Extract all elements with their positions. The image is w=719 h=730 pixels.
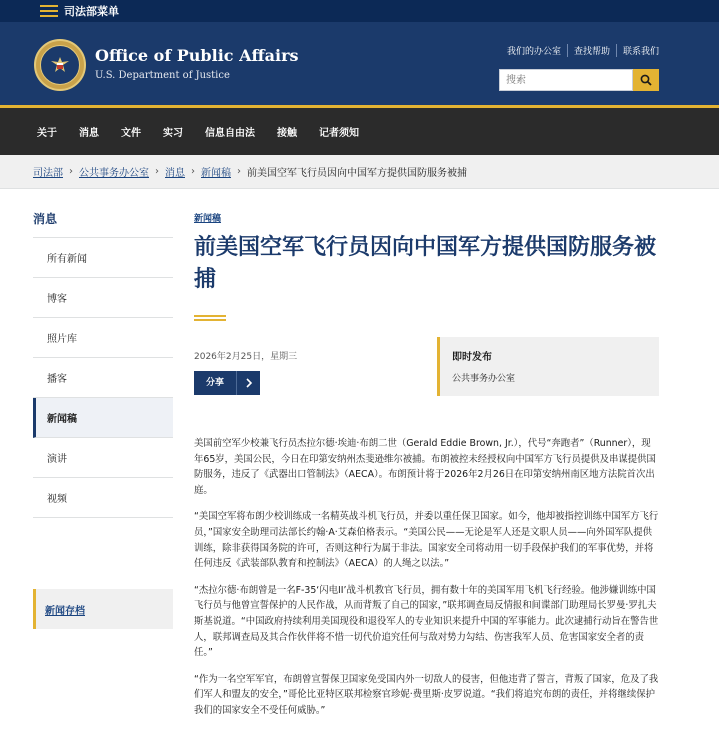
nav-item-press[interactable]: 记者须知 xyxy=(319,128,359,139)
sidebar-item-blog[interactable]: 博客 xyxy=(33,278,173,318)
sidebar-item-photo-gallery[interactable]: 照片库 xyxy=(33,318,173,358)
nav-item-contact[interactable]: 接触 xyxy=(277,128,297,139)
sidebar-item-press-releases[interactable]: 新闻稿 xyxy=(33,398,173,438)
chevron-right-icon: › xyxy=(237,166,241,177)
search-form xyxy=(499,69,659,91)
chevron-right-icon: › xyxy=(155,166,159,177)
nav-item-news[interactable]: 消息 xyxy=(79,128,99,139)
chevron-right-icon: › xyxy=(69,166,73,177)
search-button[interactable] xyxy=(633,69,659,91)
breadcrumb-news[interactable]: 消息 xyxy=(165,168,185,179)
article-date: 2026年2月25日，星期三 xyxy=(194,352,298,362)
share-label: 分享 xyxy=(194,371,236,395)
chevron-right-icon: › xyxy=(191,166,195,177)
article-body xyxy=(194,436,660,730)
nav-item-foia[interactable]: 信息自由法 xyxy=(205,128,255,139)
release-title: 即时发布 xyxy=(452,352,492,363)
site-header xyxy=(0,22,719,108)
breadcrumb-opa[interactable]: 公共事务办公室 xyxy=(79,168,149,179)
article-paragraph: 美国前空军少校兼飞行员杰拉尔德·埃迪·布朗二世（Gerald Eddie Brown, Jr.），代号“奔跑者”（Runner），现年65岁，美国公民，今日在印第安纳州杰斐逊维尔被捕。布朗被控未经授权向中国军方飞行员提供及串谋提供国防服务，违反了《武器出口管制法》（AECA）。布朗预计将于2026年2月26日在印第安纳州南区地方法院首次出庭。 xyxy=(194,438,656,496)
doj-menu-label: 司法部菜单 xyxy=(64,5,119,18)
release-info-box xyxy=(437,337,659,396)
title-divider xyxy=(194,315,226,321)
utility-links xyxy=(501,44,659,57)
chevron-right-icon xyxy=(236,371,260,395)
article-kicker[interactable]: 新闻稿 xyxy=(194,214,222,224)
sidebar-heading: 消息 xyxy=(33,205,173,238)
main-nav xyxy=(0,108,719,155)
sidebar xyxy=(33,205,173,518)
sidebar-item-speeches[interactable]: 演讲 xyxy=(33,438,173,478)
search-input[interactable] xyxy=(499,69,633,91)
util-link-find-help[interactable]: 查找帮助 xyxy=(568,44,617,57)
breadcrumb-doj[interactable]: 司法部 xyxy=(33,168,63,179)
breadcrumb-current: 前美国空军飞行员因向中国军方提供国防服务被捕 xyxy=(247,168,467,179)
article-paragraph: “作为一名空军军官，布朗曾宣誓保卫国家免受国内外一切敌人的侵害，但他违背了誓言，背叛了国家，危及了我们军人和盟友的安全，”哥伦比亚特区联邦检察官珍妮·费里斯·皮罗说道。“我们将追究布朗的责任，并将继续保护我们的国家安全不受任何威胁。” xyxy=(194,673,659,716)
doj-menu-toggle[interactable] xyxy=(40,2,119,20)
breadcrumb-press-releases[interactable]: 新闻稿 xyxy=(201,168,231,179)
sidebar-item-all-news[interactable]: 所有新闻 xyxy=(33,238,173,278)
page-title: 前美国空军飞行员因向中国军方提供国防服务被捕 xyxy=(194,235,657,292)
release-office: 公共事务办公室 xyxy=(452,374,516,384)
util-link-our-offices[interactable]: 我们的办公室 xyxy=(501,44,568,57)
department-subtitle: U.S. Department of Justice xyxy=(95,70,230,81)
search-icon xyxy=(640,74,652,86)
article-paragraph: “美国空军将布朗少校训练成一名精英战斗机飞行员，并委以重任保卫国家。如今，他却被指控训练中国军方飞行员，”国家安全助理司法部长约翰·A·艾森伯格表示。“美国公民——无论是军人还是文职人员——向外国军队提供训练，除非获得国务院的许可，否则这种行为属于非法。国家安全司将动用一切手段保护我们的军事优势，并将任何违反《武装部队教育和控制法》（AECA）的人绳之以法。” xyxy=(194,511,659,570)
util-link-contact-us[interactable]: 联系我们 xyxy=(622,47,659,57)
nav-item-documents[interactable]: 文件 xyxy=(121,128,141,139)
share-button[interactable] xyxy=(194,371,260,395)
top-bar xyxy=(0,0,719,22)
sidebar-item-videos[interactable]: 视频 xyxy=(33,478,173,518)
hamburger-icon xyxy=(40,5,58,17)
article-paragraph: “杰拉尔德·布朗曾是一名F-35‘闪电II’战斗机教官飞行员，拥有数十年的美国军用飞机飞行经验。他涉嫌训练中国飞行员与他曾宣誓保护的人民作战，从而背叛了自己的国家，”联邦调查局反情报和间谍部门助理局长罗曼·罗扎夫斯基说道。“中国政府持续利用美国现役和退役军人的专业知识来提升中国的军事能力。此次逮捕行动旨在警告世人，联邦调查局及其合作伙伴将不惜一切代价追究任何与敌对势力勾结、伤害我军人员、危害国家安全者的责任。” xyxy=(194,584,659,659)
doj-seal-logo[interactable] xyxy=(34,39,86,91)
news-archive-card xyxy=(33,589,173,629)
nav-item-internships[interactable]: 实习 xyxy=(163,128,183,139)
eagle-icon xyxy=(49,54,71,76)
office-title[interactable]: Office of Public Affairs xyxy=(95,46,299,65)
sidebar-item-podcasts[interactable]: 播客 xyxy=(33,358,173,398)
news-archive-link[interactable]: 新闻存档 xyxy=(45,605,85,617)
nav-item-about[interactable]: 关于 xyxy=(37,128,57,139)
breadcrumb xyxy=(0,155,719,189)
